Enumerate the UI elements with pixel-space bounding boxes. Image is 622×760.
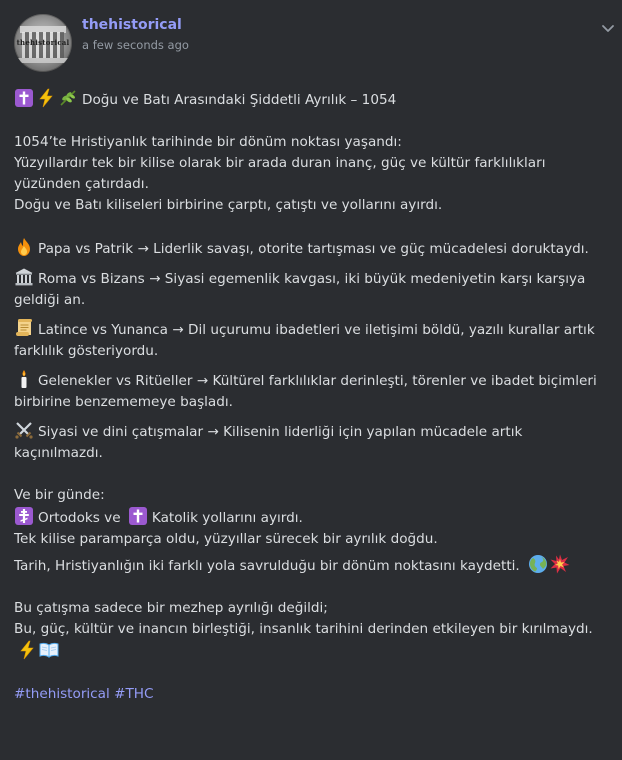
user-info [82,16,189,53]
chevron-down-icon[interactable] [600,20,616,36]
split-text-orthodox: Ortodoks ve [38,510,121,526]
point-item [14,237,610,260]
hashtag-link[interactable]: #THC [114,686,154,702]
avatar-base [18,58,68,63]
lightning-icon [36,88,56,108]
point-item [14,267,610,311]
point-item [14,420,610,464]
post-title: Doğu ve Batı Arasındaki Şiddetli Ayrılık – 1054 [82,92,397,108]
intro-line: Doğu ve Batı kiliseleri birbirine çarptı, çatıştı ve yollarını ayırdı. [14,197,443,213]
fire-icon [14,237,34,257]
closing-line: Bu çatışma sadece bir mezhep ayrılığı değildi; [14,600,328,616]
avatar-logo-text: thehistorical [16,38,70,47]
latin-cross-icon [128,506,148,526]
point-text: Roma vs Bizans → Siyasi egemenlik kavgası, iki büyük medeniyetin karşı karşıya geldiği an. [14,271,586,308]
lightning-icon [17,640,37,660]
point-text: Latince vs Yunanca → Dil uçurumu ibadetleri ve iletişimi böldü, yazılı kurallar artık farklılık gösteriyordu. [14,322,595,359]
candle-icon [14,369,34,389]
globe-icon [528,554,548,574]
hashtag-link[interactable]: #thehistorical [14,686,110,702]
intro-line: Yüzyıllardır tek bir kilise olarak bir arada duran inanç, güç ve kültür farklılıkları yüzünden çatırdadı. [14,155,546,192]
scroll-icon [14,318,34,338]
post-header [14,14,610,72]
point-text: Gelenekler vs Ritüeller → Kültürel farklılıklar derinleşti, törenler ve ibadet biçimleri birbirine benzememeye başladı. [14,373,597,410]
split-text-catholic: Katolik yollarını ayırdı. [151,510,303,526]
collision-icon [550,554,570,574]
username[interactable]: thehistorical [82,17,182,33]
avatar[interactable] [14,14,72,72]
orthodox-cross-icon [14,506,34,526]
point-text: Papa vs Patrik → Liderlik savaşı, otorite tartışması ve güç mücadelesi doruktaydı. [38,241,589,257]
open-book-icon [39,640,59,660]
hashtags [14,684,610,705]
outro-text: Tarih, Hristiyanlığın iki farklı yola savrulduğu bir dönüm noktasını kaydetti. [14,558,520,574]
timestamp: a few seconds ago [82,38,189,52]
outro-line: Tek kilise paramparça oldu, yüzyıllar sürecek bir ayrılık doğdu. [14,531,438,547]
crossed-swords-icon [14,420,34,440]
classical-building-icon [14,267,34,287]
latin-cross-icon [14,88,34,108]
closing-text: Bu, güç, kültür ve inancın birleştiği, insanlık tarihini derinden etkileyen bir kırılmaydı. [14,621,593,637]
herb-icon [58,88,78,108]
point-text: Siyasi ve dini çatışmalar → Kilisenin liderliği için yapılan mücadele artık kaçınılmazdı. [14,424,523,461]
closing-line [14,619,610,663]
intro-line: 1054’te Hristiyanlık tarihinde bir dönüm noktası yaşandı: [14,134,402,150]
point-item [14,369,610,413]
outro-line-with-icons [14,554,610,577]
post-title-line [14,88,610,111]
post-body [14,88,610,705]
outro-intro: Ve bir günde: [14,487,105,503]
split-line [14,506,610,529]
point-item [14,318,610,362]
